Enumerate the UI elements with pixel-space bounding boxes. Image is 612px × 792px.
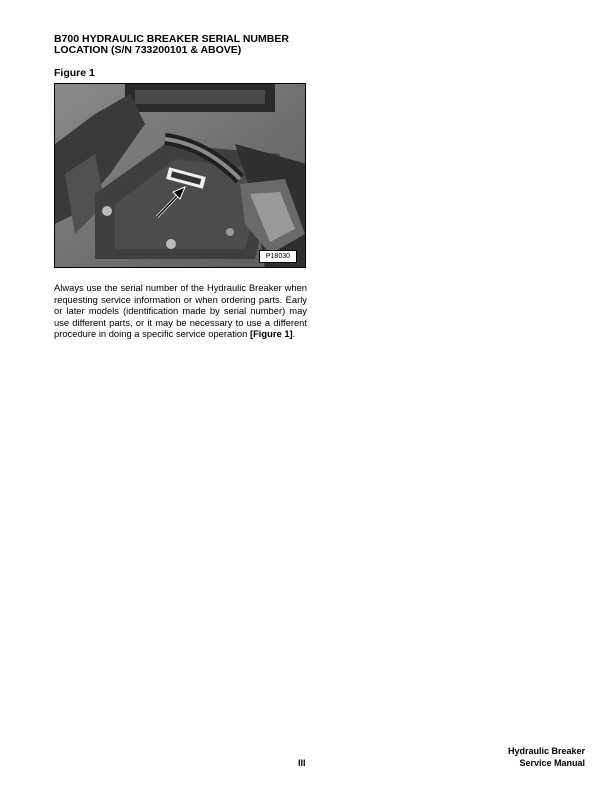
figure-reference: [Figure 1] — [249, 328, 293, 340]
body-text: Always use the serial number of the Hydraulic Breaker when requesting service information or when ordering parts. Early or later models (identification made by serial number) may use different parts, or it may be necessary to use a different procedure in doing a specific service operation — [54, 282, 307, 340]
footer-manual-title — [508, 745, 585, 769]
photo-reference-number: P18030 — [259, 250, 297, 263]
figure-label: Figure 1 — [54, 67, 95, 79]
heading-line-2: LOCATION (S/N 733200101 & ABOVE) — [54, 44, 242, 56]
body-paragraph — [54, 282, 307, 340]
heading-line-1: B700 HYDRAULIC BREAKER SERIAL NUMBER — [54, 33, 289, 45]
figure-photo — [54, 83, 306, 268]
body-end: . — [292, 328, 296, 340]
footer-title-line-1: Hydraulic Breaker — [507, 746, 585, 756]
page-number: III — [298, 758, 306, 768]
footer-title-line-2: Service Manual — [519, 758, 585, 768]
photo-illustration — [55, 84, 306, 268]
section-heading — [54, 34, 314, 56]
